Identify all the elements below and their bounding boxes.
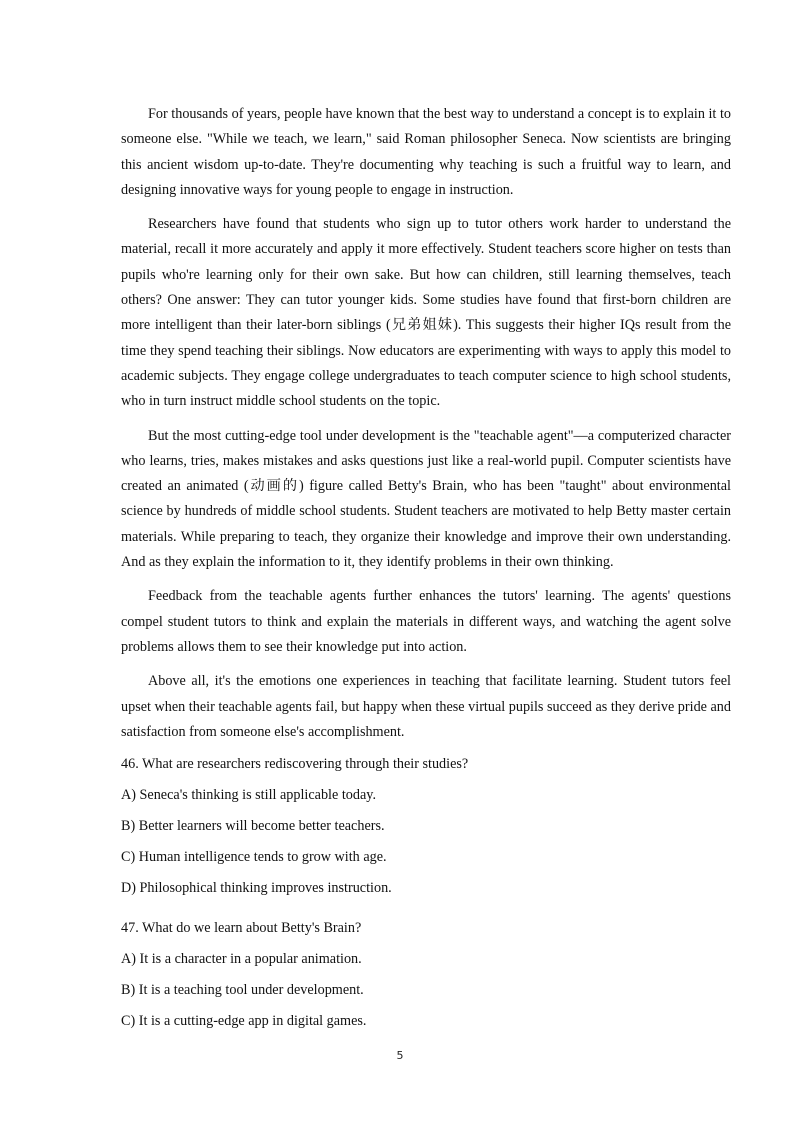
passage-paragraph-5: Above all, it's the emotions one experiences in teaching that facilitate learning. Student tutors feel upset when their teachable agents fail, but happy when these virtual pupils succeed as they derive pride and satisfaction from someone else's accomplishment. [121,673,731,740]
question-46 [121,754,731,898]
question-title: 46. What are researchers rediscovering through their studies? [121,756,469,773]
option-d: D) Philosophical thinking improves instruction. [121,880,392,897]
passage-paragraph-2: Researchers have found that students who sign up to tutor others work harder to understand the material, recall it more accurately and apply it more effectively. Student teachers score higher on tests than pupils who're learning only for their own sake. But how can children, still learning themselves, teach others? One answer: They can tutor younger kids. Some studies have found that first-born children are more intelligent than their later-born siblings (兄弟姐妹). This suggests their higher IQs result from the time they spend teaching their siblings. Now educators are experimenting with ways to apply this model to academic subjects. They engage college undergraduates to teach computer science to high school students, who in turn instruct middle school students on the topic. [121,216,731,410]
option-c: C) It is a cutting-edge app in digital games. [121,1013,367,1030]
question-spacer [121,909,731,918]
option-a: A) It is a character in a popular animation. [121,951,362,968]
option-b: B) Better learners will become better teachers. [121,818,385,835]
passage-paragraph-1: For thousands of years, people have known that the best way to understand a concept is to explain it to someone else. "While we teach, we learn," said Roman philosopher Seneca. Now scientists are bringing this ancient wisdom up-to-date. They're documenting why teaching is such a fruitful way to learn, and designing innovative ways for young people to engage in instruction. [121,106,731,198]
passage-paragraph-4: Feedback from the teachable agents further enhances the tutors' learning. The agents' questions compel student tutors to think and explain the materials in different ways, and watching the agent solve problems allows them to see their knowledge put into action. [121,588,731,655]
option-c: C) Human intelligence tends to grow with age. [121,849,387,866]
passage-paragraph-3: But the most cutting-edge tool under development is the "teachable agent"—a computerized character who learns, tries, makes mistakes and asks questions just like a real-world pupil. Computer scientists have created an animated (动画的) figure called Betty's Brain, who has been "taught" about environmental science by hundreds of middle school students. Student teachers are motivated to help Betty master certain materials. While preparing to teach, they organize their knowledge and improve their own understanding. And as they explain the information to it, they identify problems in their own thinking. [121,427,731,571]
option-b: B) It is a teaching tool under development. [121,982,364,999]
question-47 [121,918,731,1031]
page-number: 5 [396,1049,404,1062]
option-a: A) Seneca's thinking is still applicable today. [121,787,376,804]
document-page [121,102,731,1042]
question-title: 47. What do we learn about Betty's Brain? [121,920,362,937]
